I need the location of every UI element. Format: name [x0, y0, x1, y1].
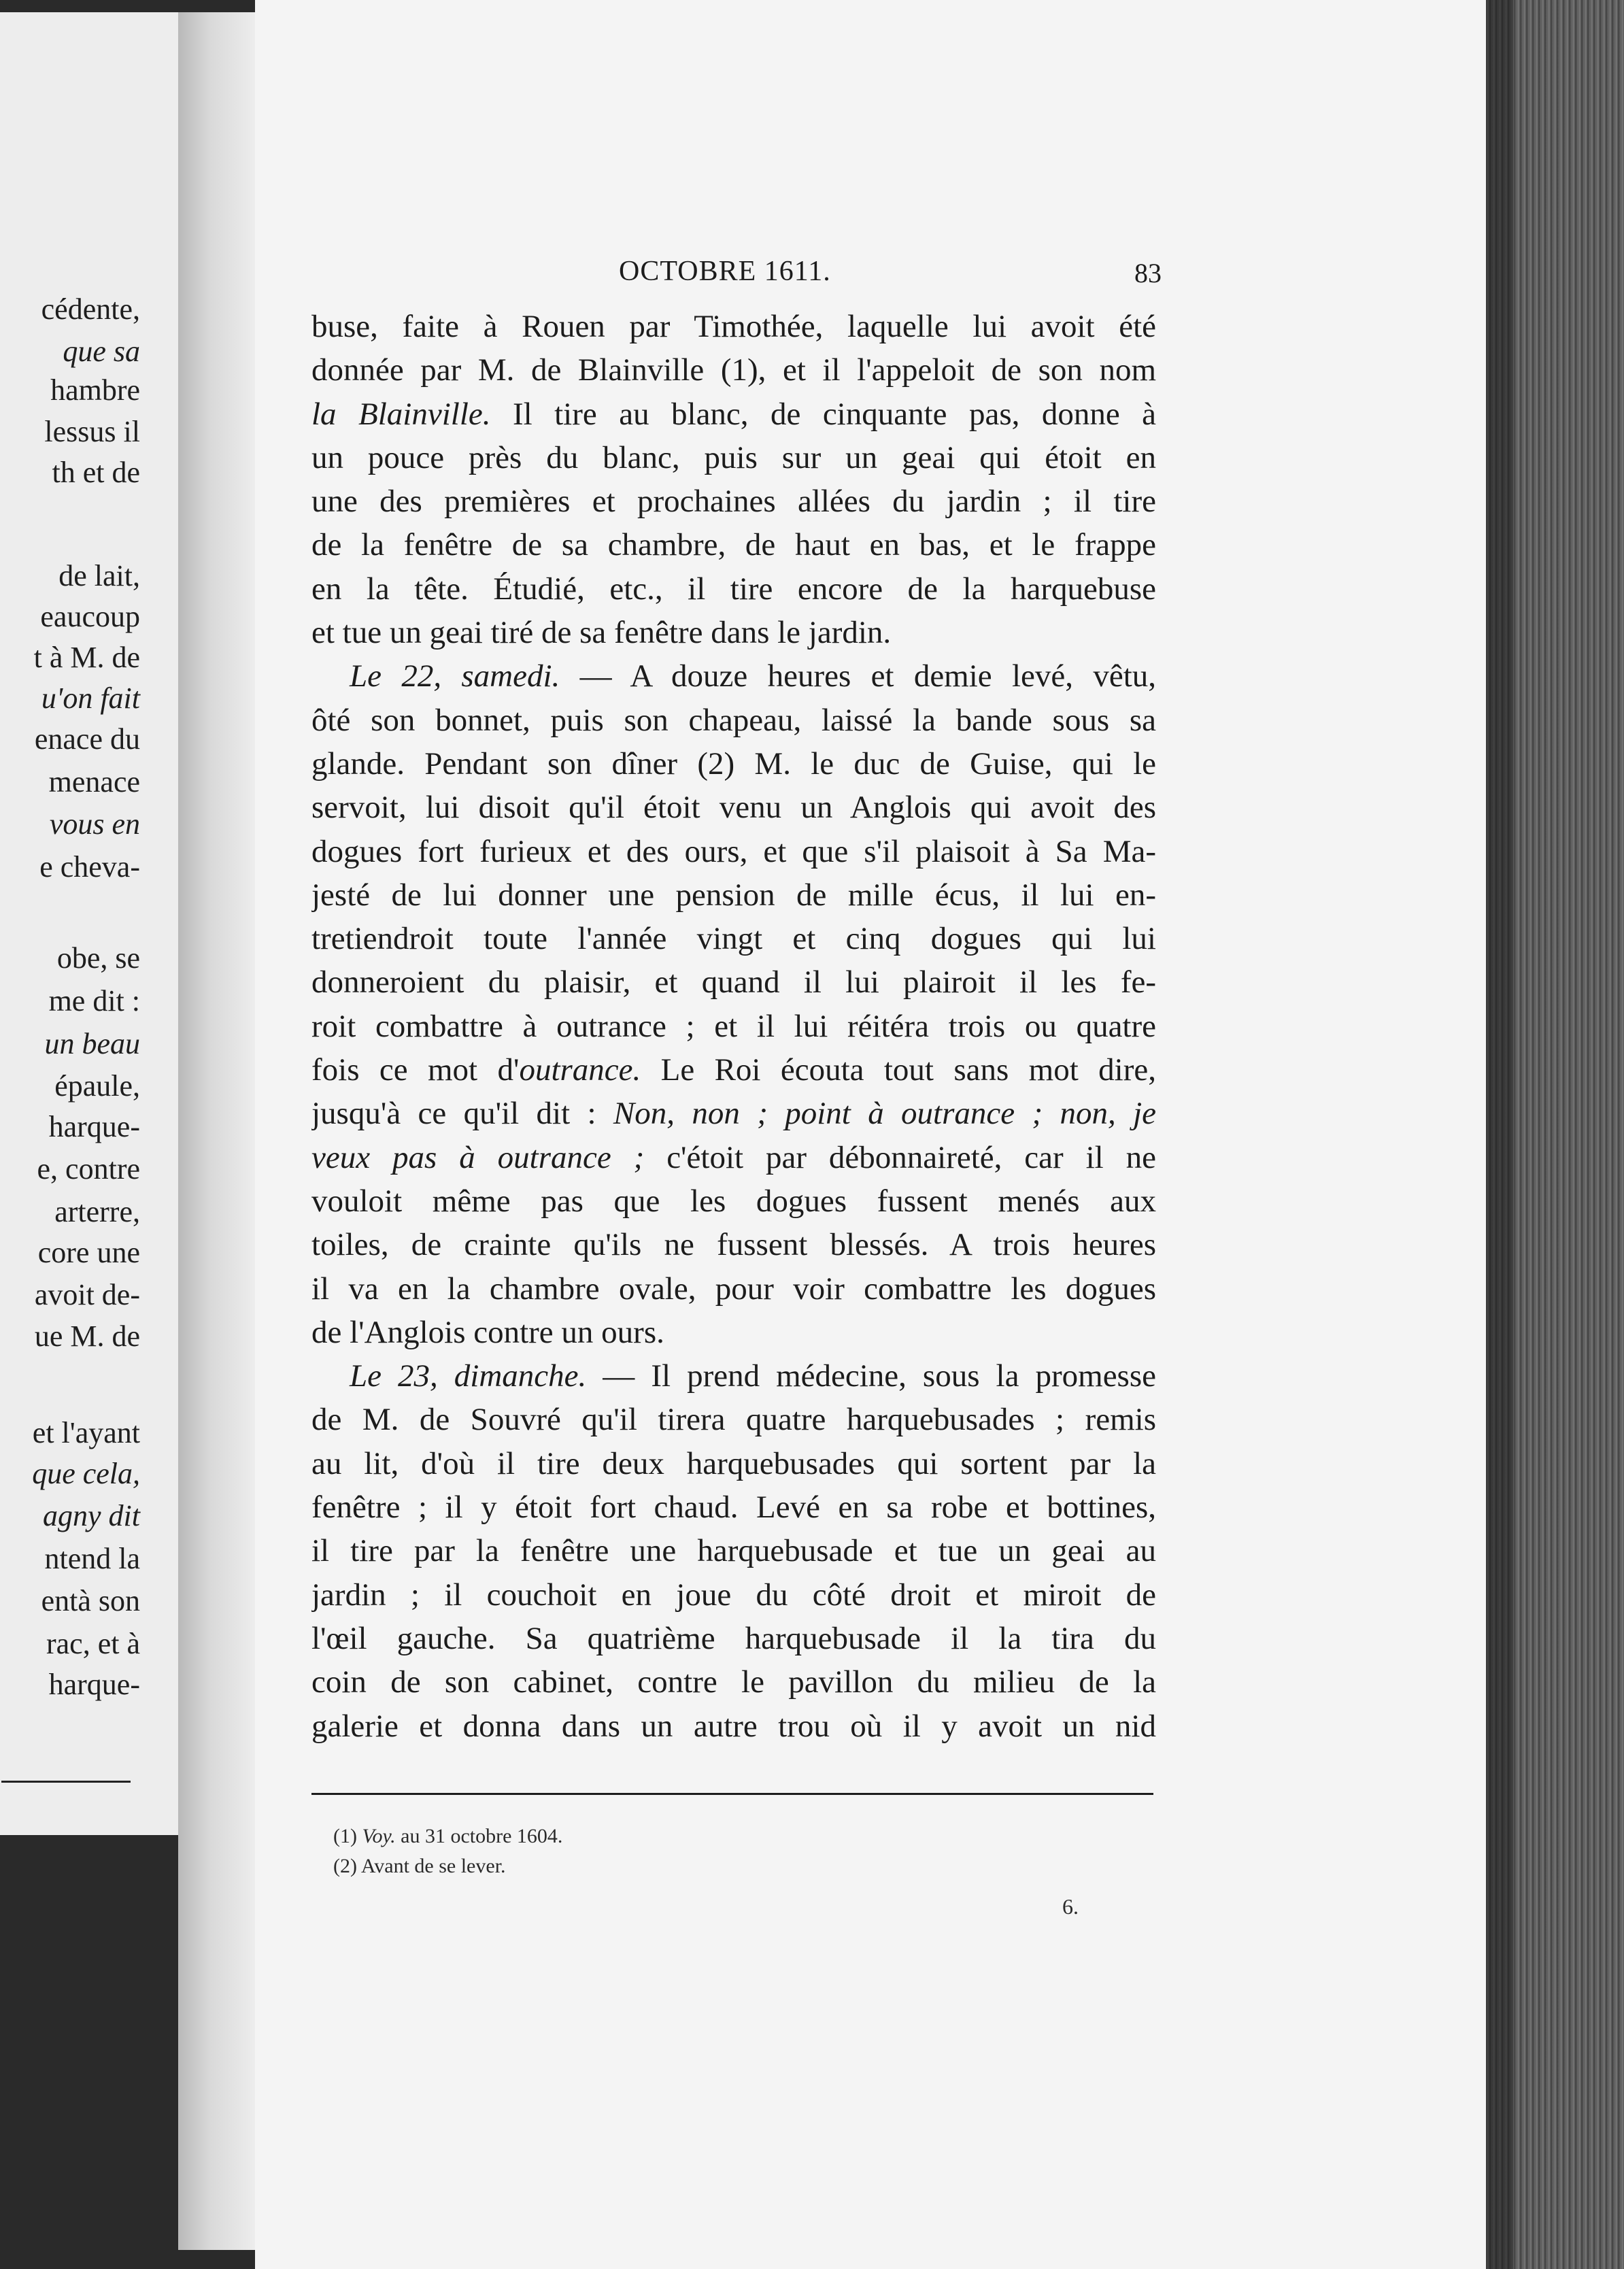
text-run: jesté de lui donner une pension de mille écus, il lui en-: [311, 877, 1156, 913]
left-page-line: th et de: [52, 456, 140, 489]
text-run: ôté son bonnet, puis son chapeau, laissé la bande sous sa: [311, 702, 1156, 738]
text-run: de M. de Souvré qu'il tirera quatre harquebusades ; remis: [311, 1402, 1156, 1438]
text-run: fois ce mot d': [311, 1052, 520, 1088]
body-line: [311, 1223, 1156, 1266]
running-head: OCTOBRE 1611.: [619, 256, 831, 287]
book-gutter: [178, 12, 260, 2250]
text-run: Il tire au blanc, de cinquante pas, donne à: [490, 396, 1156, 432]
text-run: servoit, lui disoit qu'il étoit venu un Anglois qui avoit des: [311, 790, 1156, 826]
text-run: une des premières et prochaines allées du jardin ; il tire: [311, 484, 1156, 520]
body-line: [311, 1005, 1156, 1048]
text-run: il tire par la fenêtre une harquebusade et tue un geai au: [311, 1533, 1156, 1569]
left-page-line: obe, se: [56, 941, 140, 975]
body-line: [311, 1573, 1156, 1617]
left-page-line: e, contre: [37, 1152, 140, 1186]
left-page-line: harque-: [48, 1110, 140, 1143]
left-page-line: vous en: [49, 807, 140, 841]
text-run: au 31 octobre 1604.: [395, 1825, 563, 1847]
left-page-line: rac, et à: [46, 1627, 140, 1660]
italic-text: la Blainville.: [311, 396, 491, 432]
body-line: [311, 699, 1156, 742]
body-line: [311, 480, 1156, 523]
italic-text: Non, non ; point à outrance ; non, je: [613, 1096, 1156, 1132]
body-line: [311, 392, 1156, 436]
body-line: [311, 786, 1156, 829]
page-number: 83: [1134, 258, 1162, 288]
left-page-line: enace du: [34, 722, 140, 756]
body-line: [311, 1092, 1156, 1135]
body-line: [311, 1311, 1156, 1354]
left-page-line: e cheva-: [39, 850, 140, 884]
text-run: Avant de se lever.: [360, 1855, 506, 1877]
left-page-line: entà son: [41, 1584, 140, 1617]
page-edge-shadow: [1486, 0, 1513, 2269]
body-line: [311, 654, 1156, 698]
italic-text: outrance.: [519, 1052, 641, 1088]
body-line: [311, 611, 1156, 654]
body-line: [311, 1529, 1156, 1573]
body-line: [311, 348, 1156, 392]
left-page-line: ue M. de: [34, 1320, 140, 1353]
text-run: un pouce près du blanc, puis sur un geai qui étoit en: [311, 439, 1156, 475]
text-run: de l'Anglois contre un ours.: [311, 1314, 664, 1350]
footnote-rule: [311, 1793, 1153, 1795]
text-run: dogues fort furieux et des ours, et que s'il plaisoit à Sa Ma-: [311, 833, 1156, 869]
body-line: [311, 1704, 1156, 1748]
text-run: vouloit même pas que les dogues fussent menés aux: [311, 1183, 1156, 1219]
left-page-line: t à M. de: [33, 641, 140, 674]
text-run: donneroient du plaisir, et quand il lui plairoit il les fe-: [311, 964, 1156, 1001]
text-run: fenêtre ; il y étoit fort chaud. Levé en sa robe et bottines,: [311, 1490, 1156, 1526]
left-page-line: harque-: [48, 1668, 140, 1701]
left-page-line: lessus il: [44, 415, 140, 448]
signature-mark: 6.: [1062, 1894, 1079, 1919]
left-page-line: de lait,: [58, 559, 140, 592]
footnote-number: (2): [333, 1855, 361, 1877]
left-page-line: ntend la: [44, 1542, 140, 1575]
left-page-line: core une: [37, 1236, 140, 1269]
left-page: [0, 12, 180, 1835]
text-run: tretiendroit toute l'année vingt et cinq dogues qui lui: [311, 921, 1156, 957]
text-run: roit combattre à outrance ; et il lui réitéra trois ou quatre: [311, 1008, 1156, 1044]
left-page-line: u'on fait: [41, 682, 140, 715]
left-page-line: avoit de-: [34, 1278, 140, 1311]
body-line: [311, 830, 1156, 873]
left-page-line: que cela,: [32, 1457, 140, 1490]
left-footnote-rule: [1, 1781, 131, 1783]
left-page-line: me dit :: [48, 984, 140, 1018]
body-line: [311, 1485, 1156, 1529]
body-line: [311, 436, 1156, 480]
text-run: en la tête. Étudié, etc., il tire encore de la harquebuse: [311, 571, 1156, 607]
text-run: glande. Pendant son dîner (2) M. le duc de Guise, qui le: [311, 745, 1156, 781]
text-run: c'étoit par débonnaireté, car il ne: [644, 1139, 1156, 1175]
body-line: [311, 523, 1156, 567]
text-run: l'œil gauche. Sa quatrième harquebusade il la tira du: [311, 1620, 1156, 1656]
italic-text: Le 22, samedi.: [350, 658, 560, 694]
left-page-line: agny dit: [43, 1499, 140, 1532]
left-page-line: et l'ayant: [32, 1416, 140, 1449]
body-line: [311, 305, 1156, 348]
body-line: [311, 1617, 1156, 1660]
left-page-line: menace: [48, 765, 140, 799]
body-line: [311, 567, 1156, 611]
text-run: au lit, d'où il tire deux harquebusades qui sortent par la: [311, 1445, 1156, 1481]
body-line: [311, 917, 1156, 960]
text-run: coin de son cabinet, contre le pavillon du milieu de la: [311, 1664, 1156, 1700]
body-line: [311, 1267, 1156, 1311]
text-run: toiles, de crainte qu'ils ne fussent blessés. A trois heures: [311, 1227, 1156, 1263]
footnotes: [333, 1821, 562, 1881]
text-run: et tue un geai tiré de sa fenêtre dans le jardin.: [311, 615, 892, 651]
left-page-line: que sa: [63, 335, 140, 368]
text-run: il va en la chambre ovale, pour voir combattre les dogues: [311, 1271, 1156, 1307]
text-run: de la fenêtre de sa chambre, de haut en bas, et le frappe: [311, 527, 1156, 563]
body-line: [311, 1354, 1156, 1398]
italic-text: Le 23, dimanche.: [350, 1358, 587, 1394]
footnote: [333, 1851, 562, 1881]
text-run: — Il prend médecine, sous la promesse: [586, 1358, 1156, 1394]
left-page-line: eaucoup: [40, 600, 140, 633]
text-run: — A douze heures et demie levé, vêtu,: [560, 658, 1156, 694]
body-text: [311, 305, 1156, 1748]
body-line: [311, 1136, 1156, 1179]
body-line: [311, 1048, 1156, 1092]
body-line: [311, 1660, 1156, 1704]
text-run: donnée par M. de Blainville (1), et il l'appeloit de son nom: [311, 352, 1156, 388]
left-page-line: un beau: [44, 1027, 140, 1060]
body-line: [311, 873, 1156, 917]
left-page-line: épaule,: [54, 1069, 140, 1103]
text-run: jusqu'à ce qu'il dit :: [311, 1096, 613, 1132]
footnote-number: (1): [333, 1825, 362, 1847]
body-line: [311, 1442, 1156, 1485]
text-run: buse, faite à Rouen par Timothée, laquelle lui avoit été: [311, 309, 1156, 344]
text-run: Le Roi écouta tout sans mot dire,: [641, 1052, 1156, 1088]
left-page-line: arterre,: [54, 1195, 140, 1228]
footnote: [333, 1821, 562, 1851]
body-line: [311, 1179, 1156, 1223]
body-line: [311, 1398, 1156, 1441]
italic-text: veux pas à outrance ;: [311, 1139, 645, 1175]
body-line: [311, 742, 1156, 786]
body-line: [311, 960, 1156, 1004]
italic-text: Voy.: [362, 1825, 396, 1847]
text-run: galerie et donna dans un autre trou où il y avoit un nid: [311, 1708, 1156, 1744]
left-page-line: hambre: [50, 373, 140, 407]
text-run: jardin ; il couchoit en joue du côté droit et miroit de: [311, 1577, 1156, 1613]
left-page-line: cédente,: [41, 292, 140, 326]
